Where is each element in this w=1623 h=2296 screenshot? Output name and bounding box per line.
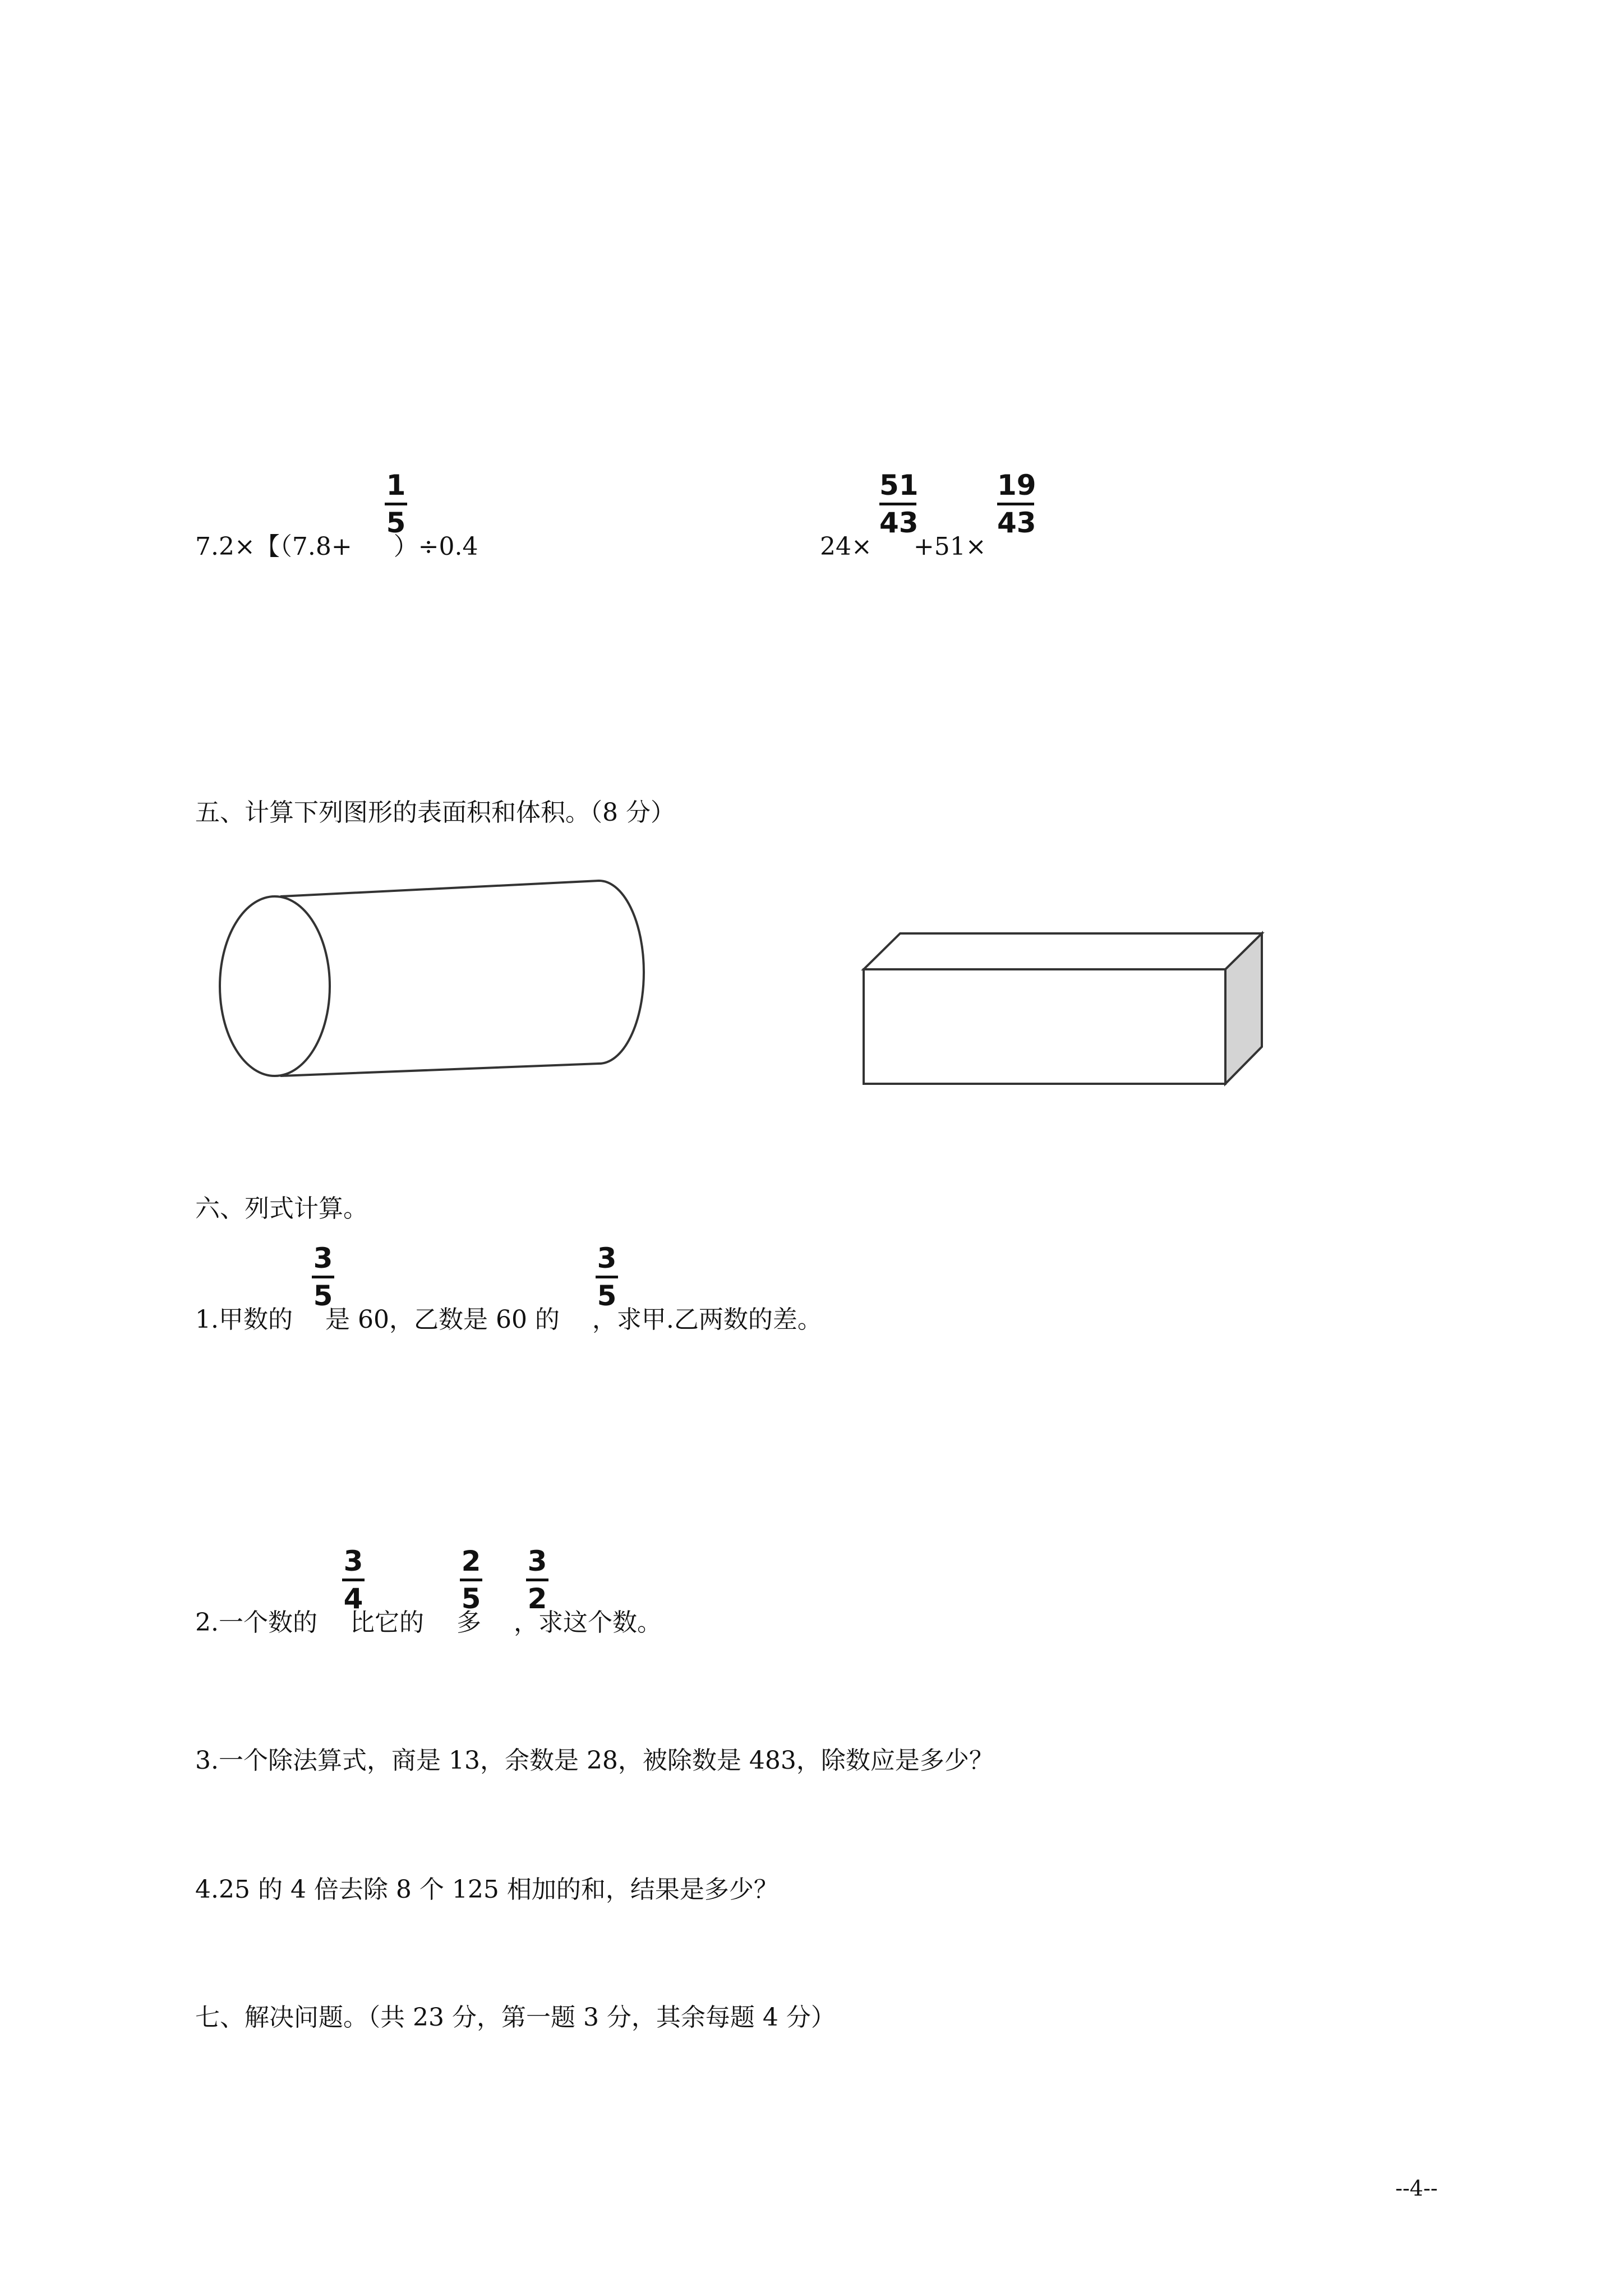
fraction-numerator: 3: [597, 1242, 617, 1274]
cylinder-body: [280, 881, 644, 1076]
fraction-numerator: 2: [461, 1545, 481, 1577]
q2-text-c: 多: [456, 1608, 481, 1637]
fraction-bar: [879, 503, 916, 505]
section-7-title: 七、解决问题。（共 23 分，第一题 3 分，其余每题 4 分）: [195, 2003, 836, 2032]
fraction-numerator: 3: [343, 1545, 363, 1577]
fraction-denominator: 5: [313, 1280, 333, 1312]
expr1-fraction: [385, 470, 407, 538]
page-number: --4--: [1395, 2176, 1438, 2201]
q2-text-a: 2.一个数的: [195, 1608, 317, 1637]
fraction-numerator: 51: [879, 469, 919, 501]
fraction-bar: [312, 1276, 334, 1278]
expr1-suffix: ）÷0.4: [393, 532, 478, 561]
q2-fraction-2: [460, 1546, 482, 1614]
cylinder-figure: [213, 869, 673, 1083]
fraction-denominator: 5: [597, 1280, 617, 1312]
fraction-denominator: 5: [461, 1582, 481, 1615]
fraction-bar: [460, 1579, 482, 1581]
cylinder-front-face: [220, 896, 330, 1076]
cuboid-top-face: [864, 933, 1262, 969]
expr2-fraction-2: [997, 470, 1034, 538]
q1-text-c: ，求甲.乙两数的差。: [592, 1305, 822, 1334]
fraction-numerator: 3: [313, 1242, 333, 1274]
fraction-denominator: 43: [879, 507, 919, 539]
expression-1: [195, 533, 478, 561]
fraction-bar: [385, 503, 407, 505]
question-6-2: [195, 1609, 662, 1637]
fraction-denominator: 4: [343, 1582, 363, 1615]
section-5-title: 五、计算下列图形的表面积和体积。（8 分）: [195, 798, 675, 827]
q2-fraction-1: [342, 1546, 365, 1614]
fraction-numerator: 19: [997, 469, 1036, 501]
question-6-4: 4.25 的 4 倍去除 8 个 125 相加的和，结果是多少？: [195, 1875, 778, 1904]
question-6-3: 3.一个除法算式，商是 13，余数是 28，被除数是 483，除数应是多少？: [195, 1746, 994, 1775]
expr1-prefix: 7.2×【（7.8+: [195, 532, 352, 561]
fraction-numerator: 1: [386, 469, 406, 501]
fraction-denominator: 5: [386, 507, 406, 539]
q2-text-b: 比它的: [349, 1608, 424, 1637]
cuboid-front-face: [864, 969, 1225, 1084]
section-6-title: 六、列式计算。: [195, 1194, 368, 1223]
expr2-part1: 24×: [820, 532, 872, 561]
cuboid-figure: [858, 926, 1267, 1094]
expr2-part2: +51×: [913, 532, 986, 561]
expr2-fraction-1: [879, 469, 919, 539]
fraction-bar: [342, 1579, 365, 1581]
q1-text-a: 1.甲数的: [195, 1305, 293, 1334]
q1-text-b: 是 60，乙数是 60 的: [325, 1305, 560, 1334]
fraction-numerator: 3: [527, 1545, 547, 1577]
fraction-bar: [596, 1276, 618, 1278]
fraction-bar: [997, 503, 1034, 505]
fraction-bar: [526, 1579, 548, 1581]
q1-fraction-1: [312, 1243, 334, 1311]
q1-fraction-2: [596, 1243, 618, 1311]
fraction-denominator: 43: [997, 507, 1036, 539]
q2-text-d: ，求这个数。: [513, 1608, 662, 1637]
fraction-denominator: 2: [527, 1582, 547, 1615]
question-6-1: [195, 1306, 822, 1334]
q2-fraction-3: [526, 1546, 548, 1614]
